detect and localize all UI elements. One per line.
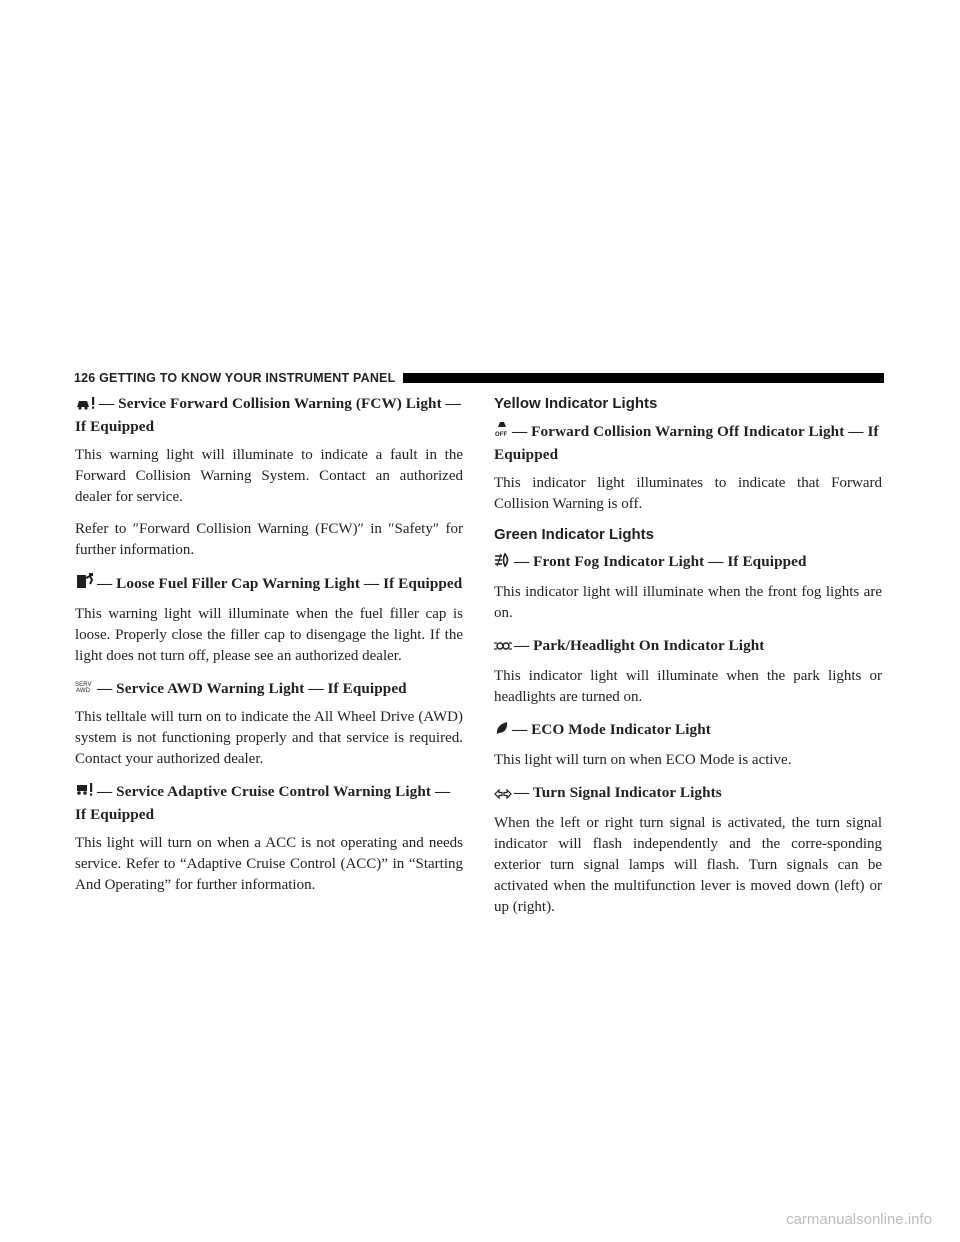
eco-leaf-icon xyxy=(494,720,510,742)
park-heading: — Park/Headlight On Indicator Light xyxy=(494,635,882,658)
turn-signal-text: When the left or right turn signal is activated, the turn signal indicator will flash independently and the corre-sponding exterior turn signal lamps will flash. Turn signals can be activated when the multifunction lever is moved down (left) or up (right). xyxy=(494,815,882,915)
awd-heading: SERV AWD — Service AWD Warning Light — If Equipped xyxy=(75,680,407,697)
fcw-off-heading: OFF — Forward Collision Warning Off Indicator Light — If Equipped xyxy=(494,420,882,465)
car-collision-warning-icon xyxy=(75,395,97,416)
watermark: carmanualsonline.info xyxy=(786,1211,932,1228)
eco-text: This light will turn on when ECO Mode is active. xyxy=(494,752,792,768)
fcw-service-heading: — Service Forward Collision Warning (FCW) Light — If Equipped xyxy=(75,395,461,435)
acc-heading: — Service Adaptive Cruise Control Warning Light — If Equipped xyxy=(75,783,451,823)
fcw-service-text: This warning light will illuminate to indicate a fault in the Forward Collision Warning System. Contact an authorized dealer for service. xyxy=(75,447,463,505)
fog-heading: — Front Fog Indicator Light — If Equipped xyxy=(494,551,882,574)
yellow-lights-heading: Yellow Indicator Lights xyxy=(494,395,658,412)
turn-signal-heading: — Turn Signal Indicator Lights xyxy=(494,782,882,805)
right-column xyxy=(494,393,882,929)
eco-heading: — ECO Mode Indicator Light xyxy=(494,719,882,742)
turn-signal-icon xyxy=(494,784,512,805)
park-light-icon xyxy=(494,637,512,658)
page-number-section: 126 GETTING TO KNOW YOUR INSTRUMENT PANEL xyxy=(74,371,396,385)
fuel-cap-heading: — Loose Fuel Filler Cap Warning Light — If Equipped xyxy=(75,572,463,596)
awd-text: This telltale will turn on to indicate the All Wheel Drive (AWD) system is not functioning properly and that service is required. Contact your authorized dealer. xyxy=(75,709,463,767)
serv-awd-icon: SERV AWD xyxy=(75,682,92,694)
acc-text: This light will turn on when a ACC is not operating and needs service. Refer to “Adaptive Cruise Control (ACC)” in “Starting And Operating” for further information. xyxy=(75,835,463,893)
front-fog-icon xyxy=(494,552,512,574)
collision-warning-off-icon xyxy=(494,420,510,444)
fog-text: This indicator light will illuminate when the front fog lights are on. xyxy=(494,584,882,621)
left-column xyxy=(75,393,463,907)
page-header xyxy=(74,371,884,385)
header-rule xyxy=(403,373,884,383)
fcw-off-text: This indicator light illuminates to indicate that Forward Collision Warning is off. xyxy=(494,475,882,512)
park-text: This indicator light will illuminate when the park lights or headlights are turned on. xyxy=(494,668,882,705)
green-lights-heading: Green Indicator Lights xyxy=(494,526,655,543)
fcw-service-reference: Refer to ″Forward Collision Warning (FCW)″ in ″Safety″ for further information. xyxy=(75,521,463,558)
svg-text:OFF: OFF xyxy=(495,432,508,438)
fuel-cap-icon xyxy=(75,572,95,596)
fuel-cap-text: This warning light will illuminate when the fuel filler cap is loose. Properly close the filler cap to disengage the light. If the light does not turn off, please see an authorized dealer. xyxy=(75,606,463,664)
cruise-control-warning-icon xyxy=(75,782,95,804)
